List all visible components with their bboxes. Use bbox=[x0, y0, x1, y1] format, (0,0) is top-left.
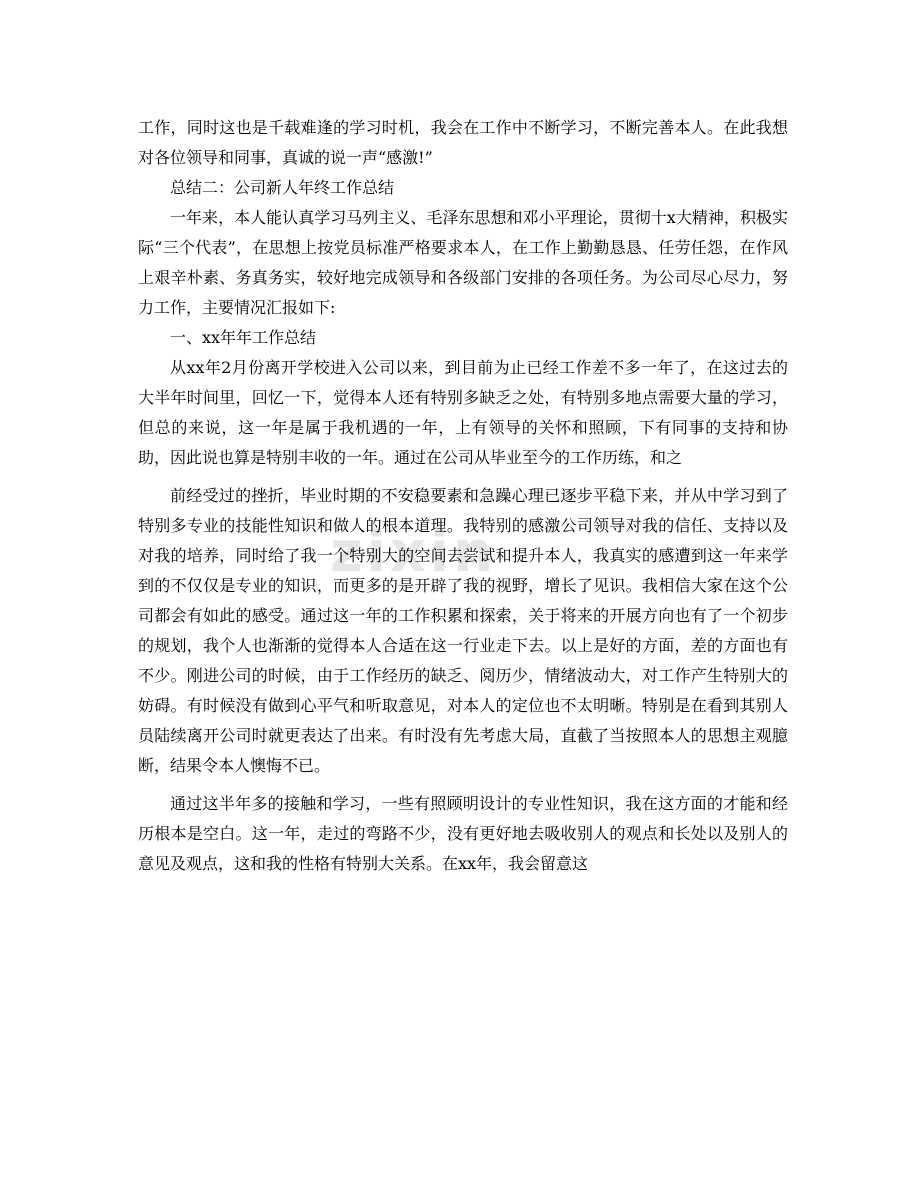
document-body bbox=[138, 113, 788, 879]
paragraph-learning: 通过这半年多的接触和学习，一些有照顾明设计的专业性知识，我在这方面的才能和经历根本是空白。这一年，走过的弯路不少，没有更好地去吸收别人的观点和长处以及别人的意见及观点，这和我的性格有特别大关系。在xx年，我会留意这 bbox=[138, 794, 788, 873]
paragraph-continuation: 工作，同时这也是千载难逢的学习时机，我会在工作中不断学习，不断完善本人。在此我想对各位领导和同事，真诚的说一声“感激!” bbox=[138, 118, 788, 167]
watermark: zixin bbox=[330, 520, 497, 585]
paragraph-intro: 一年来，本人能认真学习马列主义、毛泽东思想和邓小平理论，贯彻十x大精神，积极实际“三个代表”，在思想上按党员标准严格要求本人，在工作上勤勤恳恳、任劳任怨，在作风上艰辛朴素、务真务实，较好地完成领导和各级部门安排的各项任务。为公司尽心尽力，努力工作，主要情况汇报如下: bbox=[138, 208, 788, 317]
paragraph-work-review: 从xx年2月份离开学校进入公司以来，到目前为止已经工作差不多一年了，在这过去的大半年时间里，回忆一下，觉得本人还有特别多缺乏之处，有特别多地点需要大量的学习，但总的来说，这一年是属于我机遇的一年，上有领导的关怀和照顾，下有同事的支持和协助，因此说也算是特别丰收的一年。通过在公司从毕业至今的工作历练，和之 bbox=[138, 358, 788, 467]
paragraph-experience: 前经受过的挫折，毕业时期的不安稳要素和急躁心理已逐步平稳下来，并从中学习到了特别多专业的技能性知识和做人的根本道理。我特别的感激公司领导对我的信任、支持以及对我的培养，同时给了我一个特别大的空间去尝试和提升本人，我真实的感遭到这一年来学到的不仅仅是专业的知识，而更多的是开辟了我的视野，增长了见识。我相信大家在这个公司都会有如此的感受。通过这一年的工作积累和探索，关于将来的开展方向也有了一个初步的规划，我个人也渐渐的觉得本人合适在这一行业走下去。以上是好的方面，差的方面也有不少。刚进公司的时候，由于工作经历的缺乏、阅历少，情绪波动大，对工作产生特别大的妨碍。有时候没有做到心平气和听取意见，对本人的定位也不太明晰。特别是在看到其别人员陆续离开公司时就更表达了出来。有时没有先考虑大局，直截了当按照本人的思想主观臆断，结果令本人懊悔不已。 bbox=[138, 486, 788, 775]
section-heading-summary-two: 总结二：公司新人年终工作总结 bbox=[170, 178, 395, 197]
subsection-heading-one: 一、xx年年工作总结 bbox=[170, 328, 317, 347]
